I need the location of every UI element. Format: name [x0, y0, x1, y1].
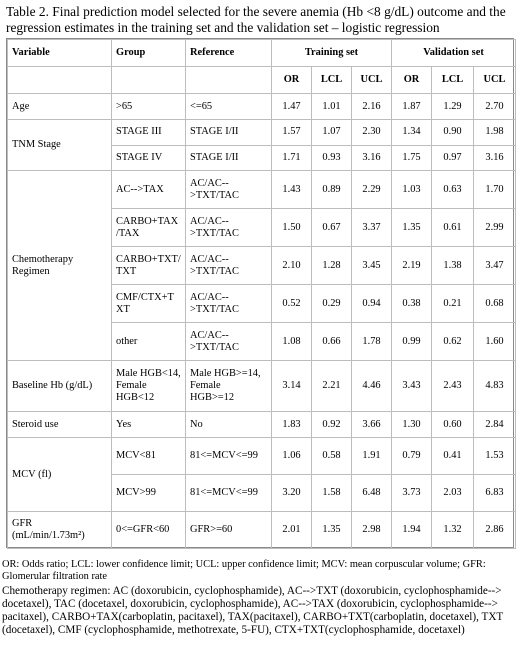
- value-cell: 1.07: [312, 120, 352, 146]
- col-header-reference: Reference: [186, 40, 272, 67]
- reference-cell: STAGE I/II: [186, 120, 272, 146]
- value-cell: 1.57: [272, 120, 312, 146]
- value-cell: 1.35: [312, 511, 352, 548]
- value-cell: 0.99: [392, 323, 432, 361]
- reference-cell: AC/AC-->TXT/TAC: [186, 209, 272, 247]
- variable-cell: TNM Stage: [8, 120, 112, 171]
- reference-cell: No: [186, 412, 272, 438]
- value-cell: 2.03: [432, 475, 474, 512]
- value-cell: 0.52: [272, 285, 312, 323]
- group-cell: CARBO+TXT/ TXT: [112, 247, 186, 285]
- value-cell: 1.60: [474, 323, 516, 361]
- value-cell: 1.30: [392, 412, 432, 438]
- variable-cell: GFR (mL/min/1.73m²): [8, 511, 112, 548]
- variable-cell: Steroid use: [8, 412, 112, 438]
- value-cell: 0.94: [352, 285, 392, 323]
- value-cell: 2.98: [352, 511, 392, 548]
- value-cell: 3.73: [392, 475, 432, 512]
- value-cell: 3.66: [352, 412, 392, 438]
- subheader-train-or: OR: [272, 66, 312, 94]
- abbreviations-note: OR: Odds ratio; LCL: lower confidence limit; UCL: upper confidence limit; MCV: mean corpuscular volume; GFR: Glomerular filtration rate: [2, 559, 486, 582]
- value-cell: 1.87: [392, 94, 432, 120]
- col-header-group: Group: [112, 40, 186, 67]
- value-cell: 1.75: [392, 145, 432, 171]
- value-cell: 2.84: [474, 412, 516, 438]
- value-cell: 1.29: [432, 94, 474, 120]
- value-cell: 3.37: [352, 209, 392, 247]
- value-cell: 6.83: [474, 475, 516, 512]
- value-cell: 1.83: [272, 412, 312, 438]
- value-cell: 2.30: [352, 120, 392, 146]
- group-cell: AC-->TAX: [112, 171, 186, 209]
- value-cell: 1.28: [312, 247, 352, 285]
- subheader-train-lcl: LCL: [312, 66, 352, 94]
- variable-cell: Baseline Hb (g/dL): [8, 361, 112, 412]
- value-cell: 6.48: [352, 475, 392, 512]
- value-cell: 0.90: [432, 120, 474, 146]
- value-cell: 2.01: [272, 511, 312, 548]
- regimen-note: Chemotherapy regimen: AC (doxorubicin, cyclophosphamide), AC-->TXT (doxorubicin, cyclophosphamide--> docetaxel), TAC (docetaxel, doxorubicin, cyclophosphamide), AC-->TAX (doxorubicin, cyclophosphamide--> pacitaxel), CARBO+TAX(carboplatin, pacitaxel), TAX(pacitaxel), CARBO+TXT(carboplatin, docetaxel), TXT (docetaxel), CMF (cyclophosphamide, methotrexate, 5-FU), CTX+TXT(cyclophosphamide, docetaxel): [2, 585, 504, 636]
- value-cell: 2.99: [474, 209, 516, 247]
- subheader-blank: [186, 66, 272, 94]
- table-caption: Table 2. Final prediction model selected for the severe anemia (Hb <8 g/dL) outcome and the regression estimates in the training set and the validation set – logistic regression: [6, 4, 506, 35]
- value-cell: 3.47: [474, 247, 516, 285]
- value-cell: 1.70: [474, 171, 516, 209]
- table-footnotes: [2, 559, 518, 637]
- reference-cell: GFR>=60: [186, 511, 272, 548]
- subheader-blank: [8, 66, 112, 94]
- reference-cell: Male HGB>=14, Female HGB>=12: [186, 361, 272, 412]
- value-cell: 1.38: [432, 247, 474, 285]
- group-cell: CARBO+TAX /TAX: [112, 209, 186, 247]
- value-cell: 1.43: [272, 171, 312, 209]
- table-row: [8, 361, 516, 412]
- value-cell: 0.67: [312, 209, 352, 247]
- value-cell: 3.45: [352, 247, 392, 285]
- reference-cell: AC/AC-->TXT/TAC: [186, 171, 272, 209]
- value-cell: 0.97: [432, 145, 474, 171]
- value-cell: 3.16: [352, 145, 392, 171]
- group-cell: Yes: [112, 412, 186, 438]
- value-cell: 0.89: [312, 171, 352, 209]
- reference-cell: AC/AC-->TXT/TAC: [186, 285, 272, 323]
- value-cell: 0.63: [432, 171, 474, 209]
- value-cell: 1.50: [272, 209, 312, 247]
- value-cell: 2.43: [432, 361, 474, 412]
- results-table: [7, 39, 516, 549]
- value-cell: 1.78: [352, 323, 392, 361]
- col-header-validation-set: Validation set: [392, 40, 516, 67]
- value-cell: 0.61: [432, 209, 474, 247]
- value-cell: 0.68: [474, 285, 516, 323]
- value-cell: 0.21: [432, 285, 474, 323]
- table-row: [8, 120, 516, 146]
- value-cell: 3.43: [392, 361, 432, 412]
- value-cell: 0.60: [432, 412, 474, 438]
- value-cell: 1.01: [312, 94, 352, 120]
- group-cell: Male HGB<14, Female HGB<12: [112, 361, 186, 412]
- subheader-blank: [112, 66, 186, 94]
- value-cell: 4.83: [474, 361, 516, 412]
- subheader-train-ucl: UCL: [352, 66, 392, 94]
- value-cell: 2.16: [352, 94, 392, 120]
- value-cell: 0.66: [312, 323, 352, 361]
- reference-cell: AC/AC-->TXT/TAC: [186, 323, 272, 361]
- value-cell: 2.70: [474, 94, 516, 120]
- value-cell: 0.41: [432, 438, 474, 475]
- reference-cell: 81<=MCV<=99: [186, 438, 272, 475]
- value-cell: 0.62: [432, 323, 474, 361]
- reference-cell: STAGE I/II: [186, 145, 272, 171]
- reference-cell: <=65: [186, 94, 272, 120]
- value-cell: 0.93: [312, 145, 352, 171]
- group-cell: STAGE IV: [112, 145, 186, 171]
- value-cell: 1.71: [272, 145, 312, 171]
- table-row: [8, 511, 516, 548]
- value-cell: 1.08: [272, 323, 312, 361]
- value-cell: 1.94: [392, 511, 432, 548]
- value-cell: 2.19: [392, 247, 432, 285]
- table-row: [8, 438, 516, 475]
- value-cell: 3.14: [272, 361, 312, 412]
- value-cell: 2.21: [312, 361, 352, 412]
- group-cell: CMF/CTX+T XT: [112, 285, 186, 323]
- reference-cell: AC/AC-->TXT/TAC: [186, 247, 272, 285]
- table-row: [8, 171, 516, 209]
- value-cell: 1.58: [312, 475, 352, 512]
- group-cell: >65: [112, 94, 186, 120]
- value-cell: 3.16: [474, 145, 516, 171]
- group-cell: STAGE III: [112, 120, 186, 146]
- value-cell: 2.86: [474, 511, 516, 548]
- value-cell: 1.34: [392, 120, 432, 146]
- value-cell: 0.79: [392, 438, 432, 475]
- subheader-valid-or: OR: [392, 66, 432, 94]
- col-header-variable: Variable: [8, 40, 112, 67]
- reference-cell: 81<=MCV<=99: [186, 475, 272, 512]
- value-cell: 4.46: [352, 361, 392, 412]
- value-cell: 1.53: [474, 438, 516, 475]
- value-cell: 2.10: [272, 247, 312, 285]
- group-cell: MCV>99: [112, 475, 186, 512]
- table-row: [8, 412, 516, 438]
- value-cell: 2.29: [352, 171, 392, 209]
- variable-cell: Chemotherapy Regimen: [8, 171, 112, 361]
- value-cell: 0.29: [312, 285, 352, 323]
- value-cell: 1.91: [352, 438, 392, 475]
- value-cell: 1.47: [272, 94, 312, 120]
- group-cell: MCV<81: [112, 438, 186, 475]
- value-cell: 0.58: [312, 438, 352, 475]
- subheader-valid-ucl: UCL: [474, 66, 516, 94]
- variable-cell: Age: [8, 94, 112, 120]
- value-cell: 3.20: [272, 475, 312, 512]
- value-cell: 1.98: [474, 120, 516, 146]
- subheader-valid-lcl: LCL: [432, 66, 474, 94]
- value-cell: 1.32: [432, 511, 474, 548]
- header-row: [8, 40, 516, 67]
- value-cell: 1.03: [392, 171, 432, 209]
- value-cell: 0.92: [312, 412, 352, 438]
- value-cell: 0.38: [392, 285, 432, 323]
- col-header-training-set: Training set: [272, 40, 392, 67]
- subheader-row: [8, 66, 516, 94]
- group-cell: other: [112, 323, 186, 361]
- group-cell: 0<=GFR<60: [112, 511, 186, 548]
- value-cell: 1.35: [392, 209, 432, 247]
- results-table-frame: [6, 38, 514, 548]
- variable-cell: MCV (fl): [8, 438, 112, 512]
- value-cell: 1.06: [272, 438, 312, 475]
- table-row: [8, 94, 516, 120]
